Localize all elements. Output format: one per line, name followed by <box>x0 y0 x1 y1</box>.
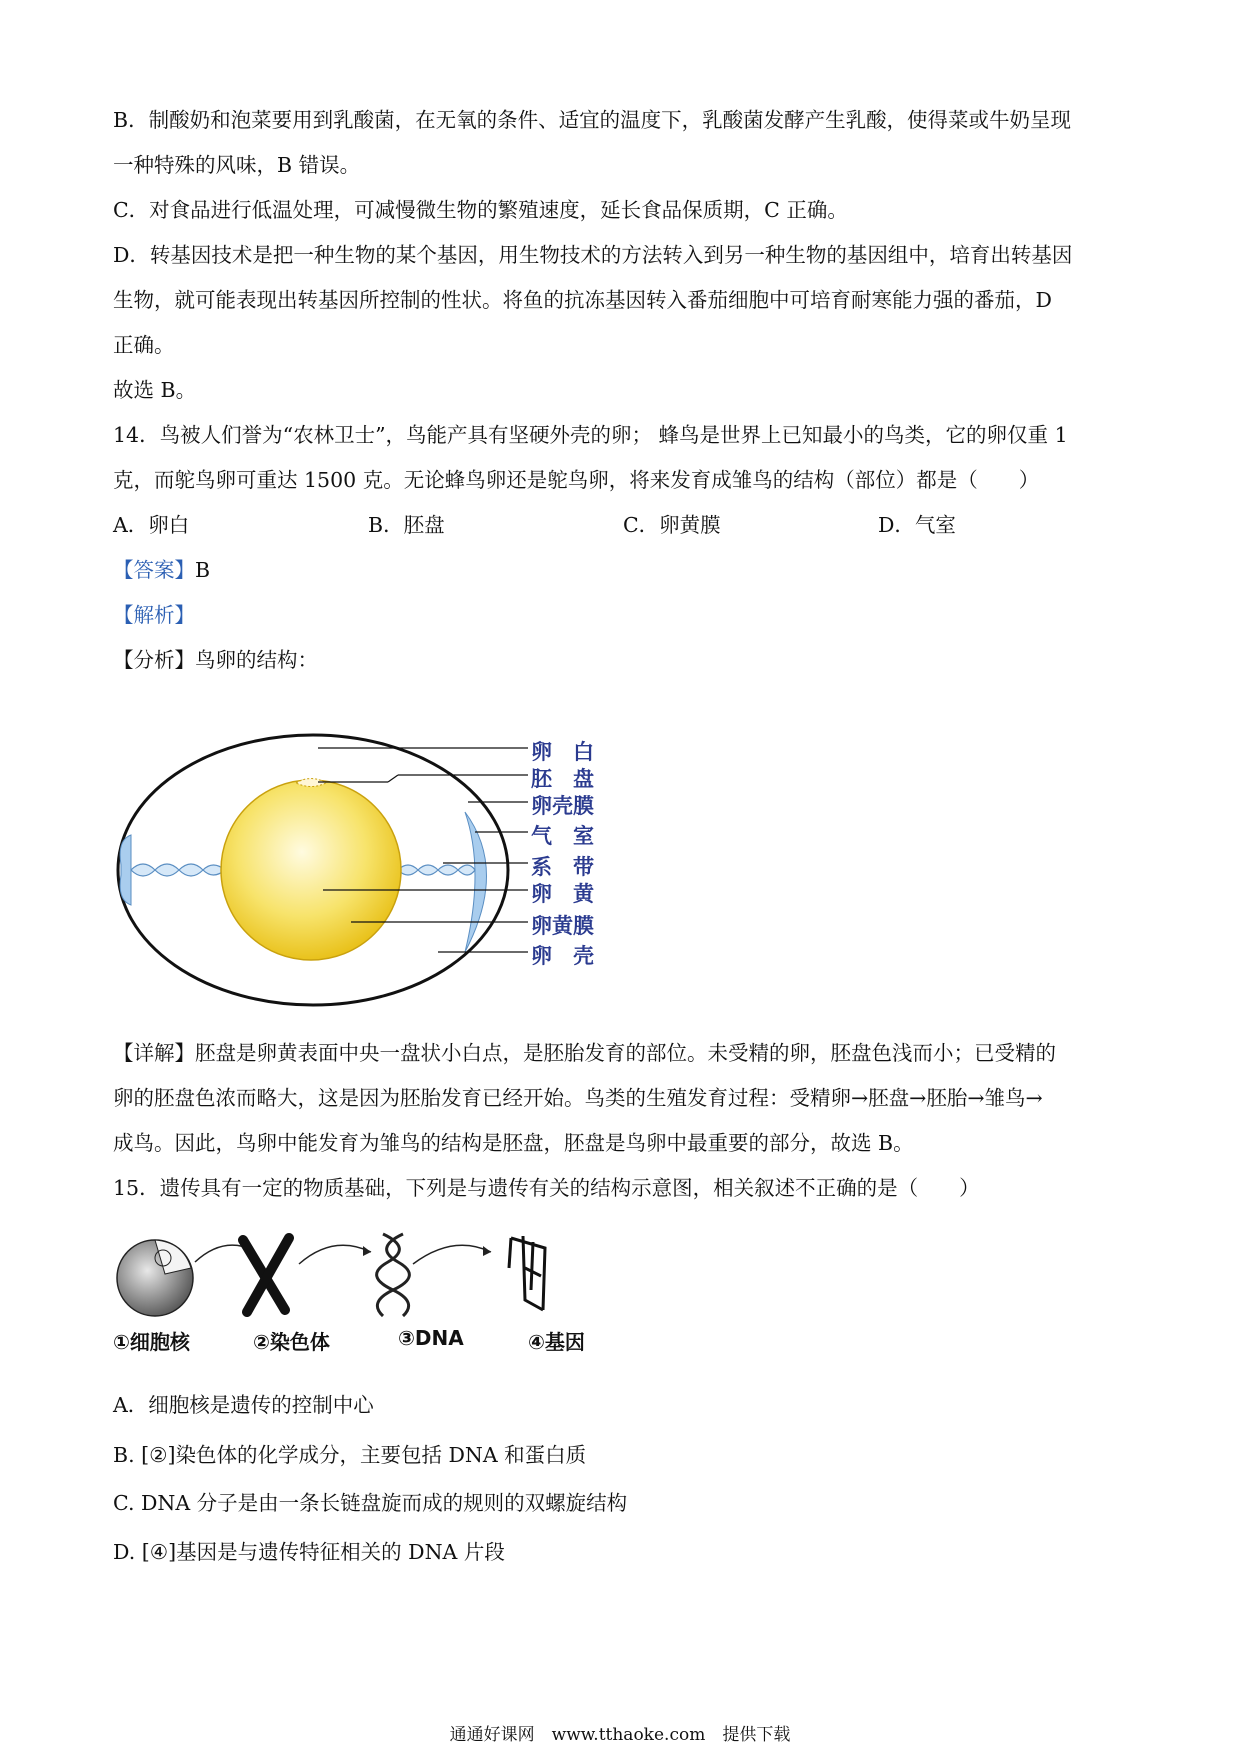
analysis-line <box>113 600 195 630</box>
text-line: D．转基因技术是把一种生物的某个基因，用生物技术的方法转入到另一种生物的基因组中，培育出转基因 <box>113 243 1073 267</box>
text-line: 生物，就可能表现出转基因所控制的性状。将鱼的抗冻基因转入番茄细胞中可培育耐寒能力强的番茄，D <box>113 288 1052 312</box>
egg-label-chalaza: 系 带 <box>531 855 594 879</box>
q14-option-a: A．卵白 <box>113 513 190 537</box>
q15-option-b: B. [②]染色体的化学成分，主要包括 DNA 和蛋白质 <box>113 1443 587 1467</box>
question-14: 14．鸟被人们誉为“农林卫士”，鸟能产具有坚硬外壳的卵； 蜂鸟是世界上已知最小的鸟类，它的卵仅重 1 <box>113 423 1068 447</box>
question-15: 15．遗传具有一定的物质基础，下列是与遗传有关的结构示意图，相关叙述不正确的是（ ） <box>113 1176 980 1200</box>
detail-line: 【详解】胚盘是卵黄表面中央一盘状小白点，是胚胎发育的部位。未受精的卵，胚盘色浅而小；已受精的 <box>113 1041 1056 1065</box>
q15-option-a: A．细胞核是遗传的控制中心 <box>113 1393 374 1417</box>
question-14-cont: 克，而鸵鸟卵可重达 1500 克。无论蜂鸟卵还是鸵鸟卵，将来发育成雏鸟的结构（部位）都是（ ） <box>113 468 1040 492</box>
chromosome-icon <box>243 1238 289 1312</box>
answer-tag: 【答案】 <box>113 558 195 582</box>
text-line: 正确。 <box>113 333 175 357</box>
page-footer: 通通好课网 www.tthaoke.com 提供下载 <box>449 1725 791 1745</box>
q14-option-d: D．气室 <box>878 513 956 537</box>
cell-nucleus-icon <box>117 1240 193 1316</box>
egg-label-air-cell: 气 室 <box>531 824 594 848</box>
text-line: B．制酸奶和泡菜要用到乳酸菌，在无氧的条件、适宜的温度下，乳酸菌发酵产生乳酸，使得菜或牛奶呈现 <box>113 108 1072 132</box>
q14-option-b: B．胚盘 <box>368 513 445 537</box>
egg-label-shell: 卵 壳 <box>531 944 594 968</box>
q15-option-c: C. DNA 分子是由一条长链盘旋而成的规则的双螺旋结构 <box>113 1491 628 1515</box>
genetics-structure-diagram <box>113 1228 633 1358</box>
arrow-3 <box>413 1245 491 1264</box>
genetics-diagram-svg <box>113 1228 633 1323</box>
egg-label-yolk: 卵 黄 <box>531 882 594 906</box>
arrow-2 <box>299 1245 371 1264</box>
label-gene: ④基因 <box>528 1330 585 1354</box>
fenxi-tag: 【分析】 <box>113 648 195 672</box>
fenxi-line <box>113 645 318 675</box>
dna-helix-icon <box>377 1234 410 1316</box>
egg-structure-diagram <box>113 730 633 1010</box>
chalaza-left-end <box>120 835 131 905</box>
text-line: 故选 B。 <box>113 378 197 402</box>
gene-segment-icon <box>509 1236 545 1310</box>
q15-option-d: D. [④]基因是与遗传特征相关的 DNA 片段 <box>113 1540 505 1564</box>
detail-line: 卵的胚盘色浓而略大，这是因为胚胎发育已经开始。鸟类的生殖发育过程：受精卵→胚盘→胚胎→雏鸟→ <box>113 1086 1043 1110</box>
egg-label-albumen: 卵 白 <box>531 740 594 764</box>
egg-yolk <box>221 780 401 960</box>
analysis-tag: 【解析】 <box>113 603 195 627</box>
q14-option-c: C．卵黄膜 <box>623 513 721 537</box>
answer-value: B <box>195 558 211 582</box>
detail-line: 成鸟。因此，鸟卵中能发育为雏鸟的结构是胚盘，胚盘是鸟卵中最重要的部分，故选 B。 <box>113 1131 914 1155</box>
label-cell-nucleus: ①细胞核 <box>113 1330 190 1354</box>
text-line: 一种特殊的风味，B 错误。 <box>113 153 361 177</box>
q14-options <box>113 510 1133 540</box>
label-dna: ③DNA <box>398 1326 464 1350</box>
fenxi-text: 鸟卵的结构： <box>195 648 318 672</box>
egg-label-shell-membrane: 卵壳膜 <box>531 794 594 818</box>
answer-line <box>113 555 210 585</box>
egg-label-germinal-disc: 胚 盘 <box>531 767 594 791</box>
text-line: C．对食品进行低温处理，可减慢微生物的繁殖速度，延长食品保质期，C 正确。 <box>113 198 848 222</box>
egg-label-vitelline-membrane: 卵黄膜 <box>531 914 594 938</box>
label-chromosome: ②染色体 <box>253 1330 330 1354</box>
